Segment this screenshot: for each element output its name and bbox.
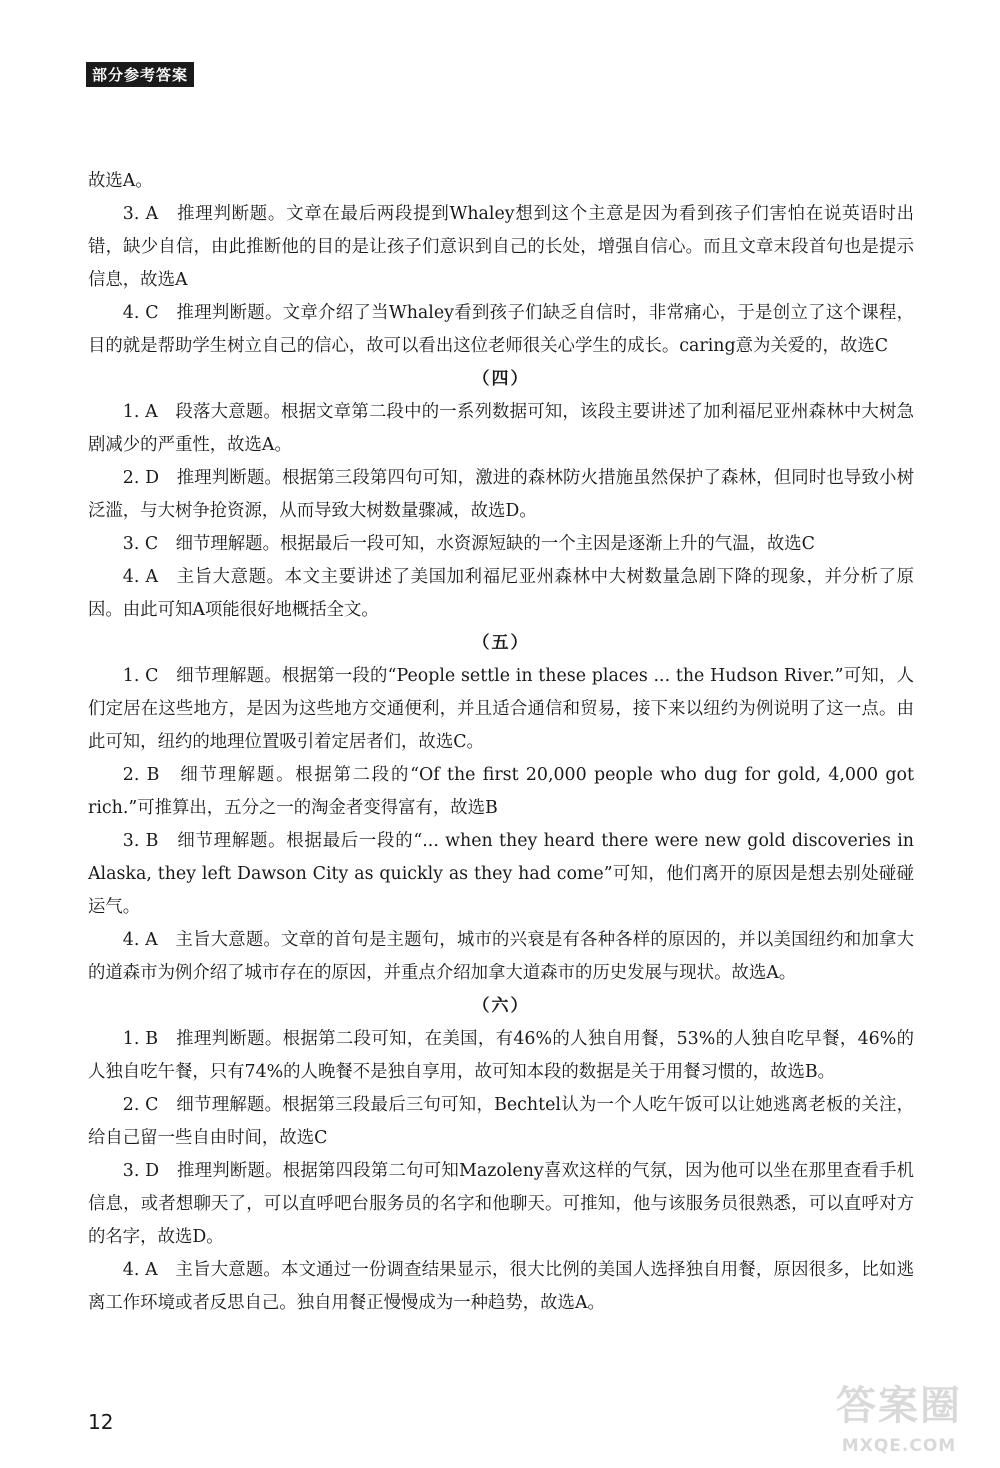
answer-paragraph: 2. D 推理判断题。根据第三段第四句可知，激进的森林防火措施虽然保护了森林，但同时也导致小树泛滥，与大树争抢资源，从而导致大树数量骤减，故选D。 [88, 468, 914, 521]
answer-paragraph: 4. A 主旨大意题。文章的首句是主题句，城市的兴衰是有各种各样的原因的，并以美国纽约和加拿大的道森市为例介绍了城市存在的原因，并重点介绍加拿大道森市的历史发展与现状。故选A。 [88, 930, 914, 983]
answer-paragraph: 2. C 细节理解题。根据第三段最后三句可知，Bechtel认为一个人吃午饭可以让她逃离老板的关注，给自己留一些自由时间，故选C [88, 1095, 914, 1148]
section-title: （四） [472, 369, 530, 389]
answer-paragraph: 4. C 推理判断题。文章介绍了当Whaley看到孩子们缺乏自信时，非常痛心，于是创立了这个课程，目的就是帮助学生树立自己的信心，故可以看出这位老师很关心学生的成长。caring意为关爱的，故选C [88, 303, 914, 356]
answer-content [88, 165, 914, 1320]
answer-paragraph: 故选A。 [88, 171, 153, 191]
answer-paragraph: 3. D 推理判断题。根据第四段第二句可知Mazoleny喜欢这样的气氛，因为他可以坐在那里查看手机信息，或者想聊天了，可以直呼吧台服务员的名字和他聊天。可推知，他与该服务员很熟悉，可以直呼对方的名字，故选D。 [88, 1161, 914, 1247]
section-title: （六） [472, 996, 530, 1016]
answer-paragraph: 4. A 主旨大意题。本文主要讲述了美国加利福尼亚州森林中大树数量急剧下降的现象，并分析了原因。由此可知A项能很好地概括全文。 [88, 567, 914, 620]
answer-paragraph: 3. C 细节理解题。根据最后一段可知，水资源短缺的一个主因是逐渐上升的气温，故选C [122, 534, 815, 554]
answer-paragraph: 3. A 推理判断题。文章在最后两段提到Whaley想到这个主意是因为看到孩子们害怕在说英语时出错，缺少自信，由此推断他的目的是让孩子们意识到自己的长处，增强自信心。而且文章末段首句也是提示信息，故选A [88, 204, 914, 290]
answer-paragraph: 2. B 细节理解题。根据第二段的“Of the first 20,000 people who dug for gold, 4,000 got rich.”可推算出，五分之一的淘金者变得富有，故选B [88, 765, 914, 818]
watermark-text: 答案圈 [836, 1383, 962, 1429]
watermark-url: MXQE.COM [841, 1436, 957, 1456]
answer-paragraph: 1. C 细节理解题。根据第一段的“People settle in these places ... the Hudson River.”可知，人们定居在这些地方，是因为这些地方交通便利，并且适合通信和贸易，接下来以纽约为例说明了这一点。由此可知，纽约的地理位置吸引着定居者们，故选C。 [88, 666, 914, 752]
answer-paragraph: 3. B 细节理解题。根据最后一段的“... when they heard there were new gold discoveries in Alaska, they left Dawson City as quickly as they had come”可知，他们离开的原因是想去别处碰碰运气。 [88, 831, 914, 917]
answer-paragraph: 4. A 主旨大意题。本文通过一份调查结果显示，很大比例的美国人选择独自用餐，原因很多，比如逃离工作环境或者反思自己。独自用餐正慢慢成为一种趋势，故选A。 [88, 1260, 914, 1313]
answer-paragraph: 1. B 推理判断题。根据第二段可知，在美国，有46%的人独自用餐，53%的人独自吃早餐，46%的人独自吃午餐，只有74%的人晚餐不是独自享用，故可知本段的数据是关于用餐习惯的，故选B。 [88, 1029, 914, 1082]
section-header-label: 部分参考答案 [86, 62, 194, 87]
section-title: （五） [472, 633, 530, 653]
page-number: 12 [88, 1410, 114, 1434]
answer-paragraph: 1. A 段落大意题。根据文章第二段中的一系列数据可知，该段主要讲述了加利福尼亚州森林中大树急剧减少的严重性，故选A。 [88, 402, 914, 455]
watermark-logo [820, 1384, 978, 1458]
